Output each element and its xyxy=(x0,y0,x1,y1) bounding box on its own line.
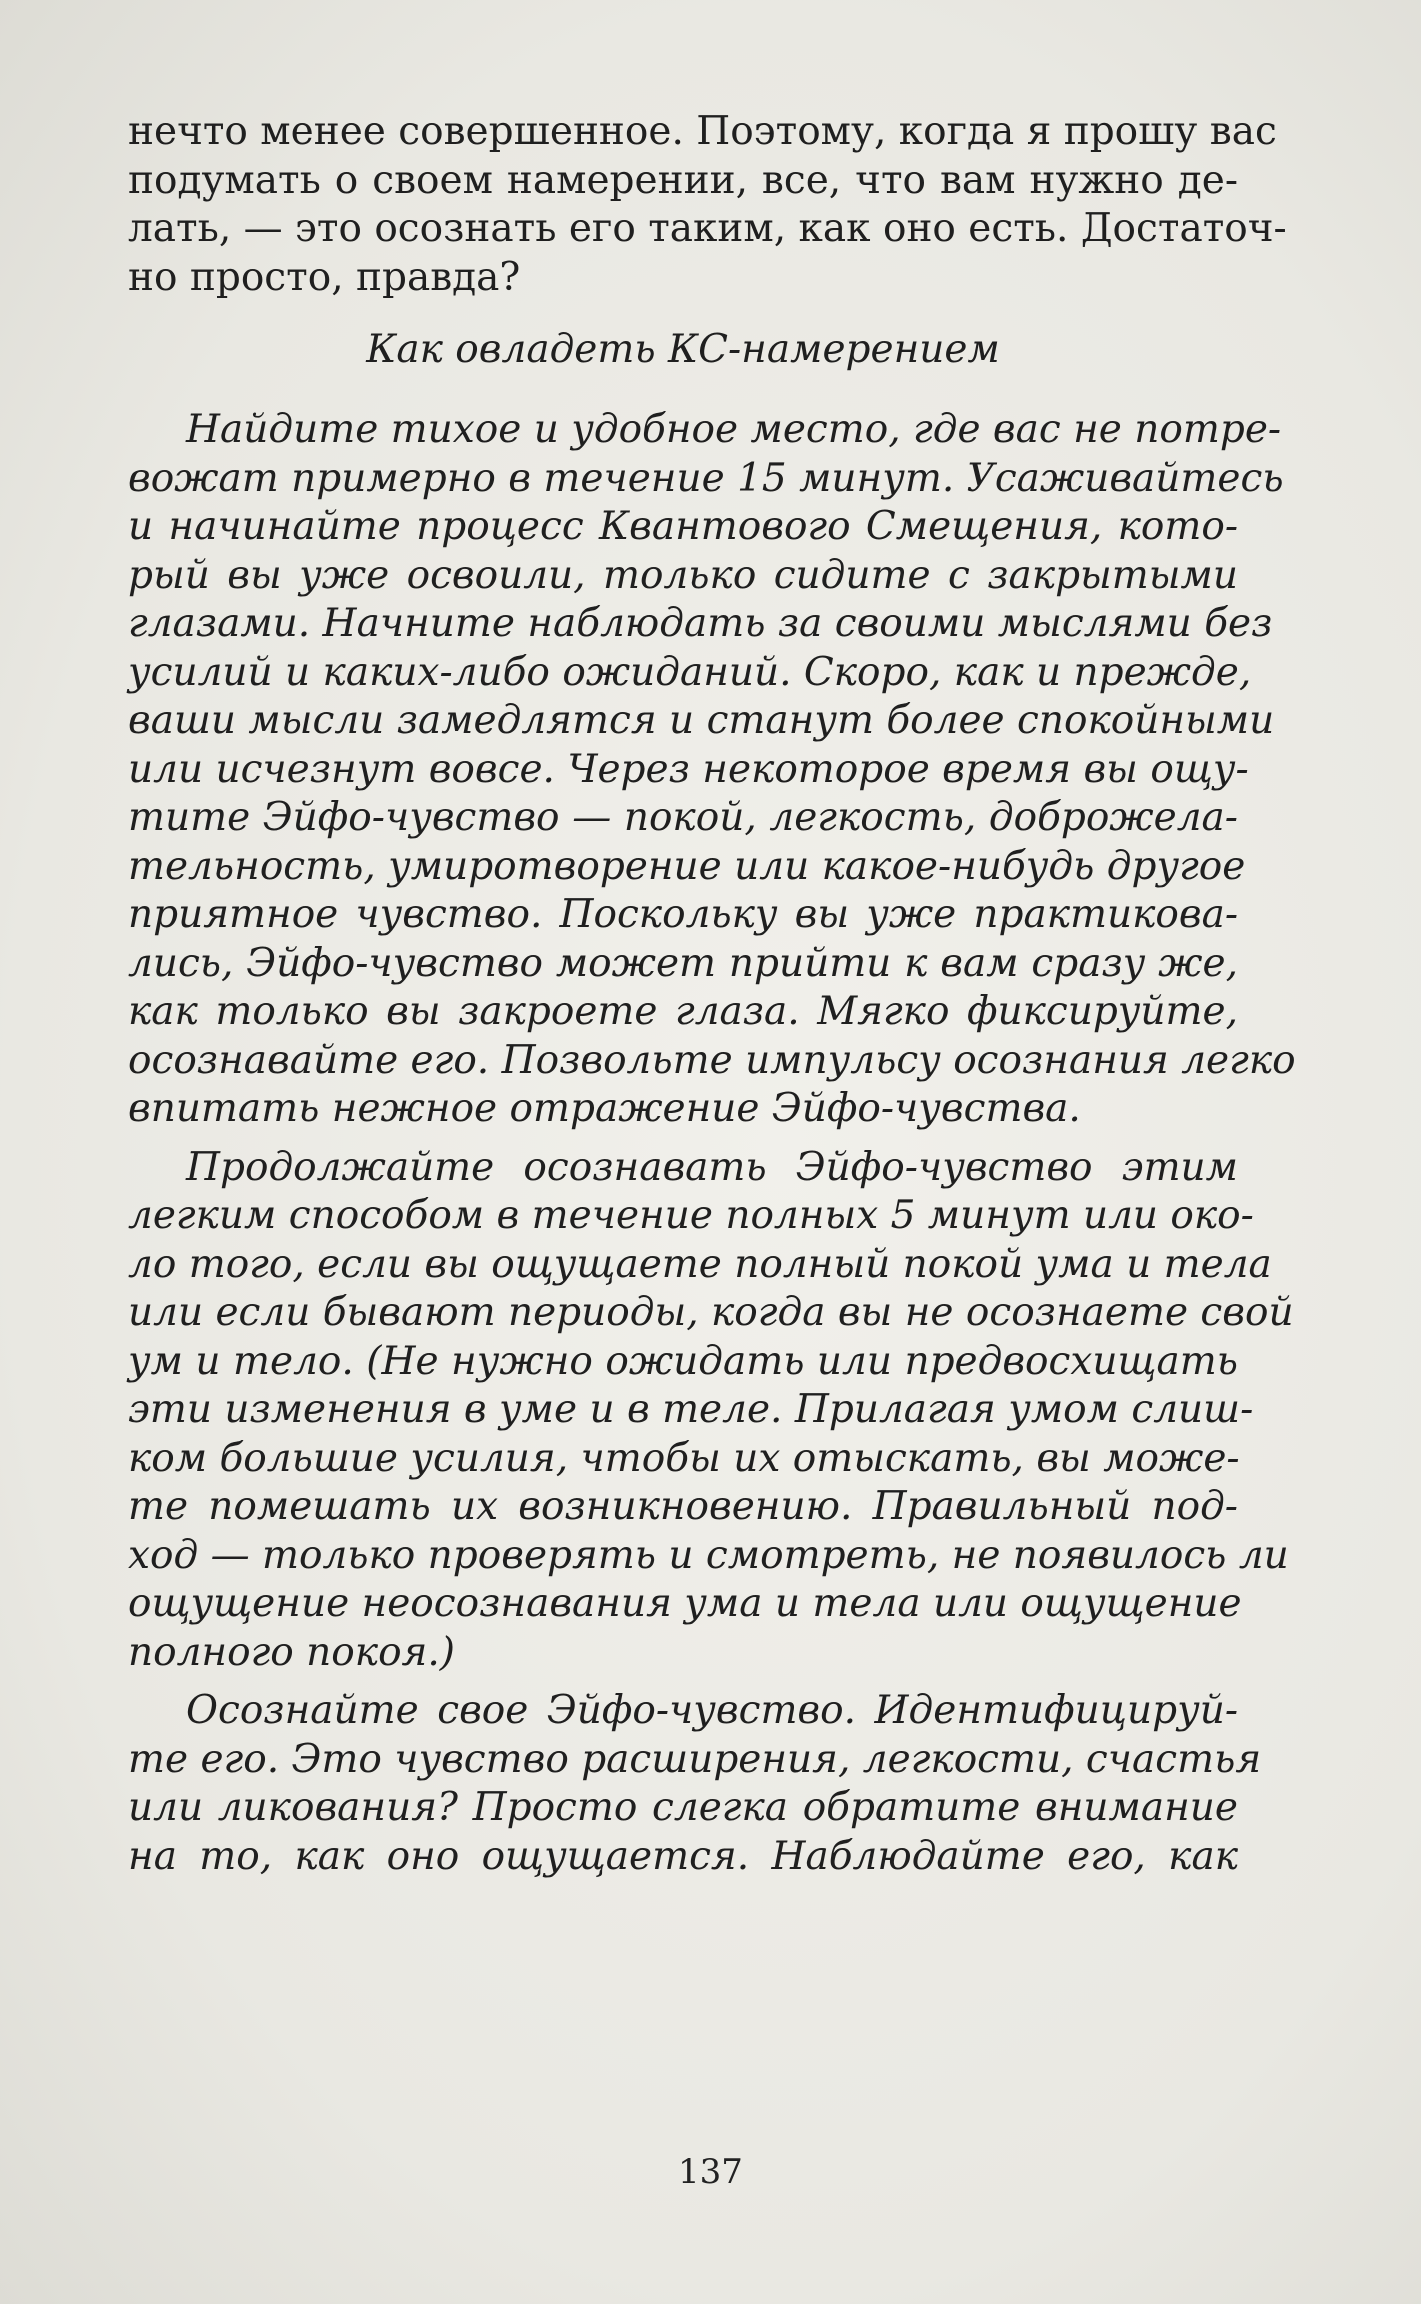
text-line: те помешать их возникновению. Правильный под- xyxy=(128,1484,1238,1529)
text-line: легким способом в течение полных 5 минут или око- xyxy=(128,1193,1254,1238)
text-line: ум и тело. (Не нужно ожидать или предвосхищать xyxy=(128,1338,1238,1384)
text-line: усилий и каких-либо ожиданий. Скоро, как и прежде, xyxy=(128,649,1252,695)
text-line: тельность, умиротворение или какое-нибудь другое xyxy=(128,843,1246,889)
text-line: впитать нежное отражение Эйфо-чувства. xyxy=(128,1086,1081,1131)
text-line: на то, как оно ощущается. Наблюдайте его, как xyxy=(128,1833,1238,1879)
text-line: как только вы закроете глаза. Мягко фиксируйте, xyxy=(128,989,1238,1034)
text-line: Продолжайте осознавать Эйфо-чувство этим xyxy=(186,1144,1238,1190)
paragraph-1 xyxy=(128,406,1296,1134)
text-line: ло того, если вы ощущаете полный покой ума и тела xyxy=(128,1241,1272,1287)
text-line: ком большие усилия, чтобы их отыскать, вы може- xyxy=(128,1435,1240,1481)
text-line: глазами. Начните наблюдать за своими мыслями без xyxy=(128,601,1273,646)
section-heading: Как овладеть КС-намерением xyxy=(366,327,1000,372)
text-line: ход — только проверять и смотреть, не появилось ли xyxy=(128,1532,1289,1578)
paragraph-3 xyxy=(128,1687,1262,1881)
text-line: приятное чувство. Поскольку вы уже практикова- xyxy=(128,892,1238,937)
text-line: Осознайте свое Эйфо-чувство. Идентифицируй- xyxy=(186,1688,1238,1733)
text-line: эти изменения в уме и в теле. Прилагая умом слиш- xyxy=(128,1387,1254,1432)
text-line: ощущение неосознавания ума и тела или ощущение xyxy=(128,1581,1242,1626)
text-line: или ликования? Просто слегка обратите внимание xyxy=(128,1785,1238,1830)
text-line: ваши мысли замедлятся и станут более спокойными xyxy=(128,698,1275,743)
text-line: рый вы уже освоили, только сидите с закрытыми xyxy=(128,552,1238,598)
paragraph-2 xyxy=(128,1144,1294,1678)
text-line: подумать о своем намерении, все, что вам нужно де- xyxy=(128,157,1238,203)
text-line: нечто менее совершенное. Поэтому, когда я прошу вас xyxy=(128,109,1277,154)
page-number: 137 xyxy=(678,2152,743,2192)
text-line: те его. Это чувство расширения, легкости, счастья xyxy=(128,1736,1262,1782)
intro-paragraph xyxy=(128,108,1287,302)
text-line: Найдите тихое и удобное место, где вас не потре- xyxy=(186,407,1282,452)
text-line: полного покоя.) xyxy=(128,1629,455,1675)
text-line: или если бывают периоды, когда вы не осознаете свой xyxy=(128,1290,1294,1335)
text-line: и начинайте процесс Квантового Смещения, кото- xyxy=(128,504,1238,549)
text-line: осознавайте его. Позвольте импульсу осознания легко xyxy=(128,1037,1296,1083)
text-line: лись, Эйфо-чувство может прийти к вам сразу же, xyxy=(128,940,1238,986)
text-line: но просто, правда? xyxy=(128,254,521,300)
page-text xyxy=(128,108,1296,1881)
text-line: вожат примерно в течение 15 минут. Усаживайтесь xyxy=(128,455,1284,501)
text-line: тите Эйфо-чувство — покой, легкость, доброжела- xyxy=(128,795,1238,840)
text-line: лать, — это осознать его таким, как оно есть. Достаточ- xyxy=(128,206,1287,251)
text-line: или исчезнут вовсе. Через некоторое время вы ощу- xyxy=(128,746,1249,792)
